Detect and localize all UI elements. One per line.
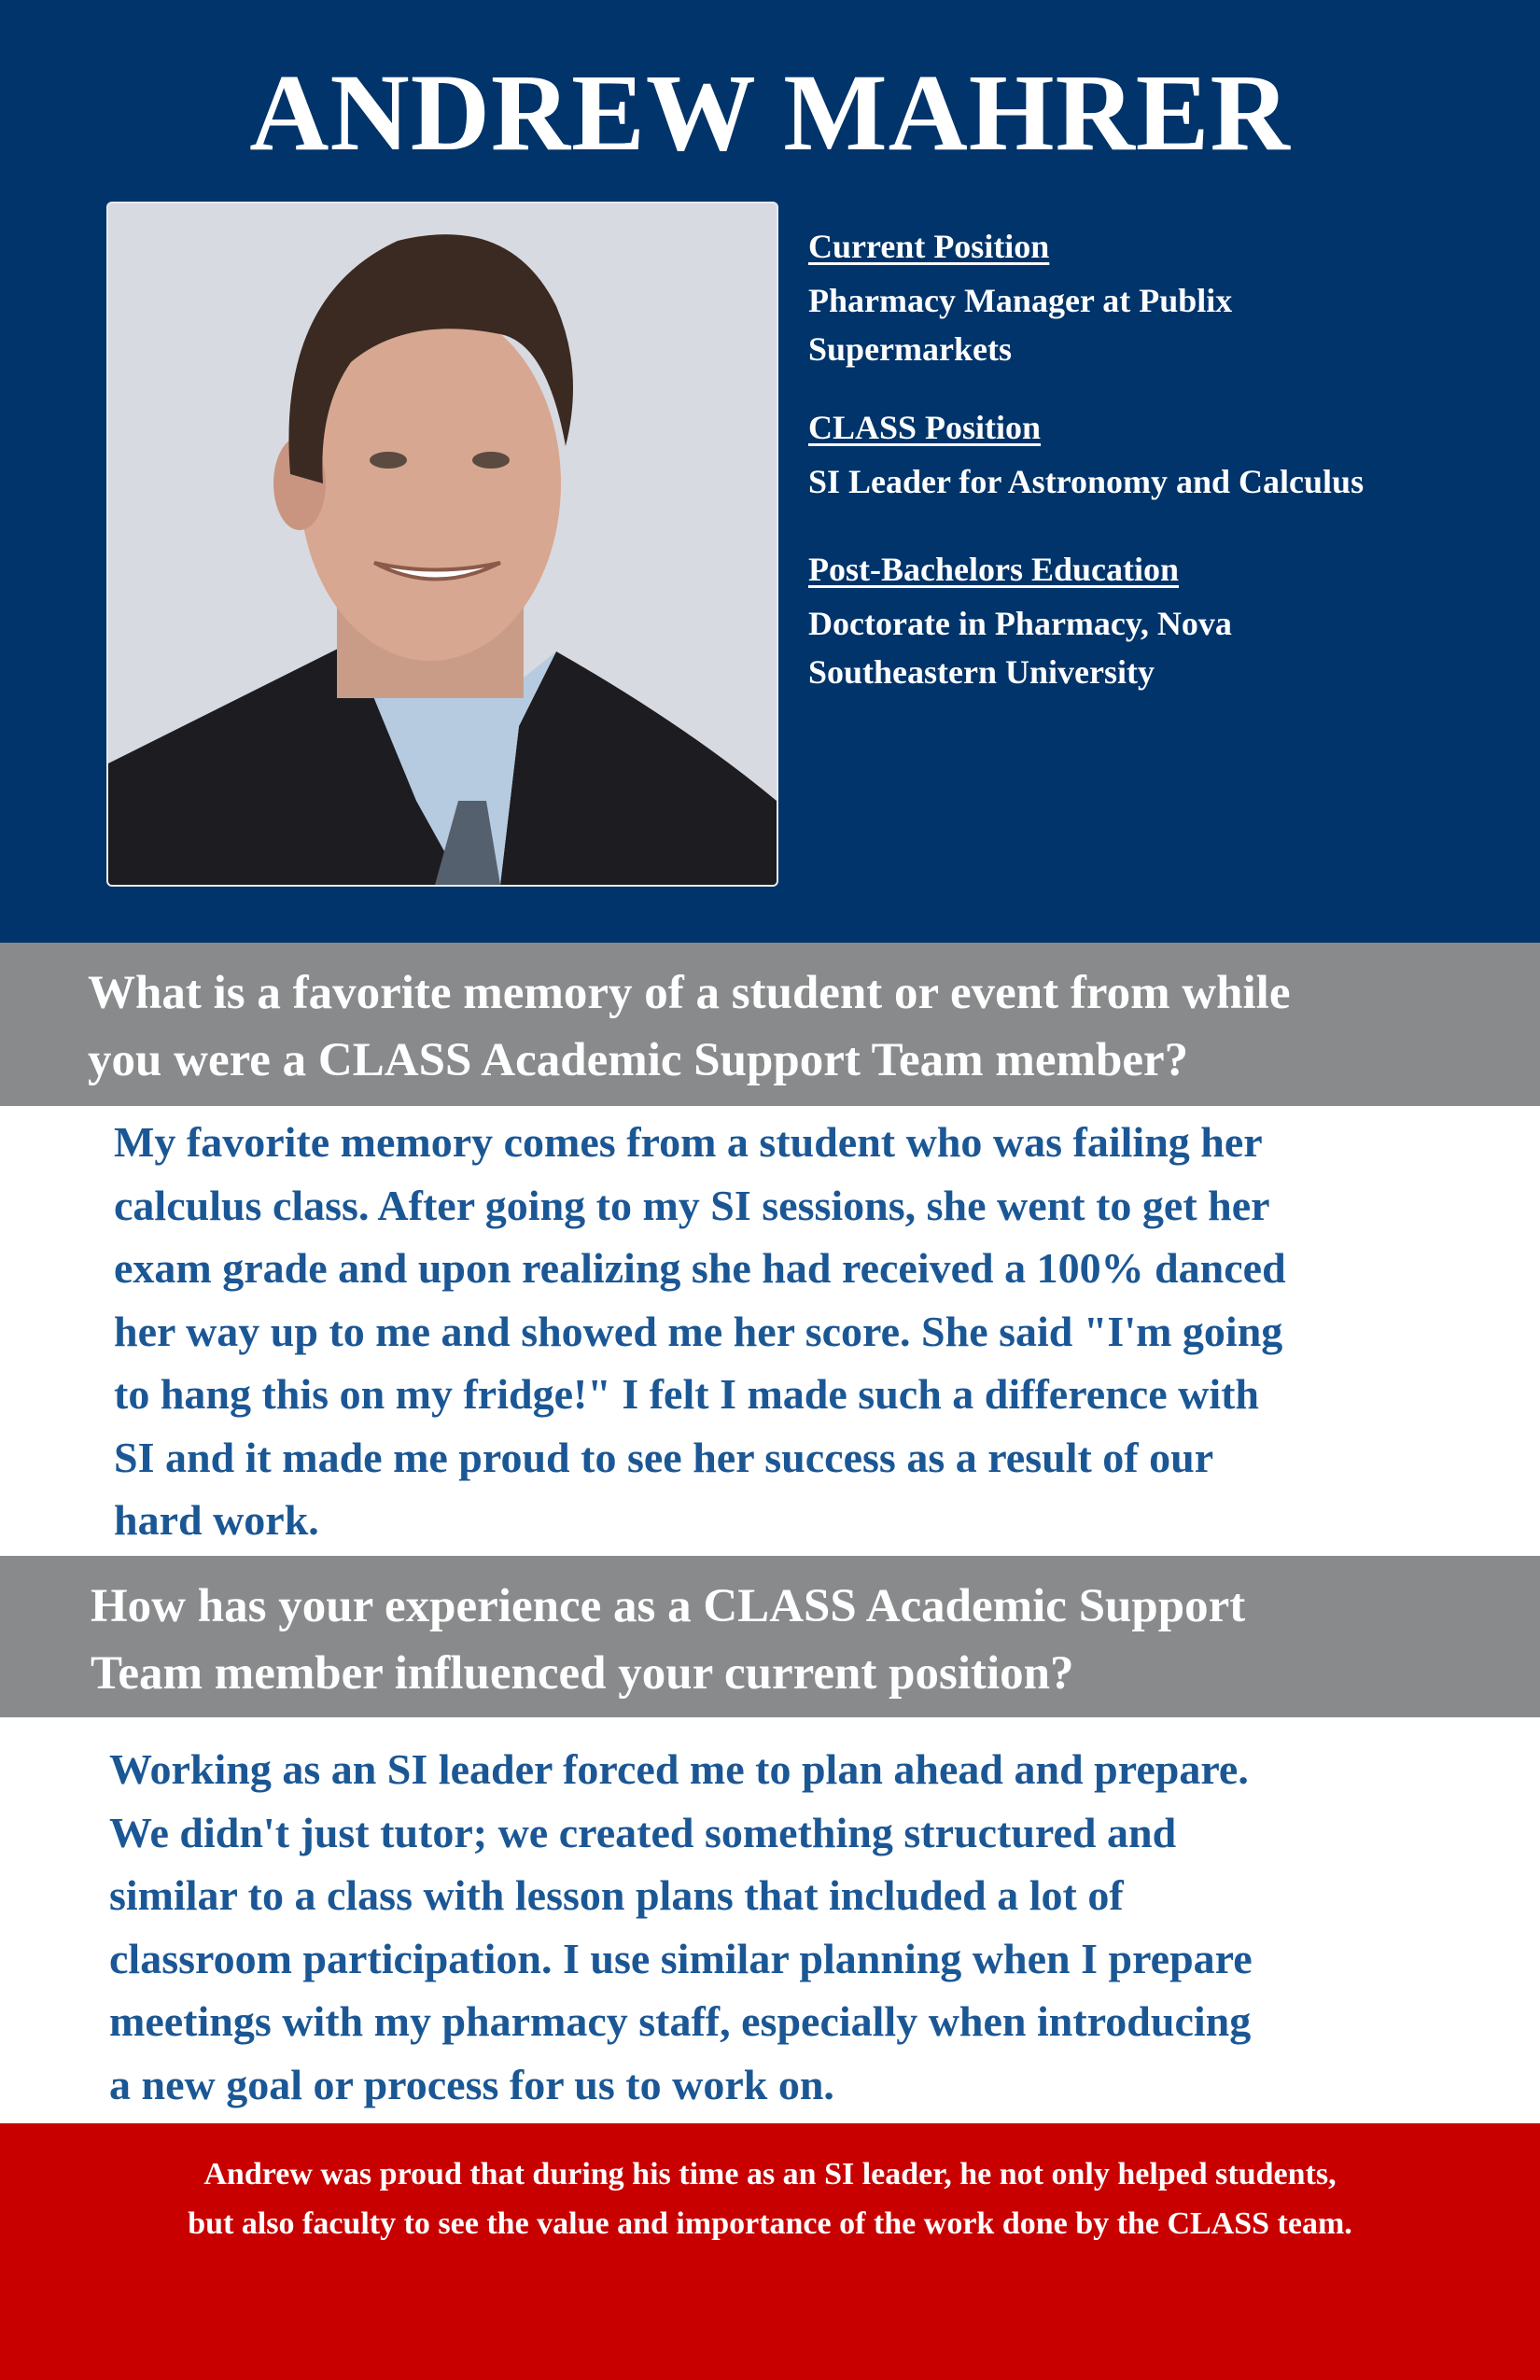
answer-line: My favorite memory comes from a student who was failing her: [114, 1118, 1263, 1166]
answer-line: to hang this on my fridge!" I felt I made such a difference with: [114, 1370, 1260, 1418]
portrait-photo: [106, 202, 778, 887]
page-title: ANDREW MAHRER: [249, 51, 1291, 174]
answer-line: exam grade and upon realizing she had received a 100% danced: [114, 1244, 1286, 1292]
answer-line: calculus class. After going to my SI sessions, she went to get her: [114, 1181, 1270, 1229]
header-section: [0, 0, 1540, 943]
answer-line: hard work.: [114, 1496, 319, 1544]
portrait-image: [108, 203, 777, 885]
answer-line: her way up to me and showed me her score. She said "I'm going: [114, 1307, 1283, 1355]
education-value: Southeastern University: [808, 653, 1155, 691]
question-2: [0, 1556, 1540, 1717]
answer-1: [0, 1111, 1540, 1552]
answer-line: Working as an SI leader forced me to plan ahead and prepare.: [109, 1745, 1249, 1793]
education-label: Post-Bachelors Education: [808, 551, 1180, 588]
current-position-label: Current Position: [808, 228, 1050, 265]
footer-line: Andrew was proud that during his time as an SI leader, he not only helped students,: [203, 2157, 1337, 2191]
current-position-value: Supermarkets: [808, 330, 1012, 368]
class-position: [808, 403, 1499, 506]
answer-line: meetings with my pharmacy staff, especially when introducing: [109, 1997, 1252, 2045]
current-position-value: Pharmacy Manager at Publix: [808, 282, 1233, 319]
education-value: Doctorate in Pharmacy, Nova: [808, 605, 1232, 642]
footer-note: [0, 2123, 1540, 2380]
question-line: How has your experience as a CLASS Academic Support: [91, 1580, 1246, 1632]
answer-2: [0, 1738, 1540, 2116]
class-position-label: CLASS Position: [808, 409, 1042, 446]
question-line: What is a favorite memory of a student or event from while: [88, 967, 1291, 1019]
question-line: Team member influenced your current position?: [91, 1647, 1074, 1700]
class-position-value: SI Leader for Astronomy and Calculus: [808, 463, 1365, 500]
question-line: you were a CLASS Academic Support Team member?: [88, 1034, 1189, 1086]
profile-info: [808, 222, 1499, 726]
footer-line: but also faculty to see the value and importance of the work done by the CLASS team.: [188, 2206, 1352, 2241]
education: [808, 545, 1499, 696]
answer-line: We didn't just tutor; we created something structured and: [109, 1808, 1177, 1856]
answer-line: SI and it made me proud to see her success as a result of our: [114, 1433, 1214, 1481]
answer-line: a new goal or process for us to work on.: [109, 2060, 834, 2108]
answer-line: classroom participation. I use similar planning when I prepare: [109, 1934, 1253, 1982]
question-1: [0, 943, 1540, 1106]
current-position: [808, 222, 1499, 373]
answer-line: similar to a class with lesson plans that included a lot of: [109, 1871, 1124, 1919]
